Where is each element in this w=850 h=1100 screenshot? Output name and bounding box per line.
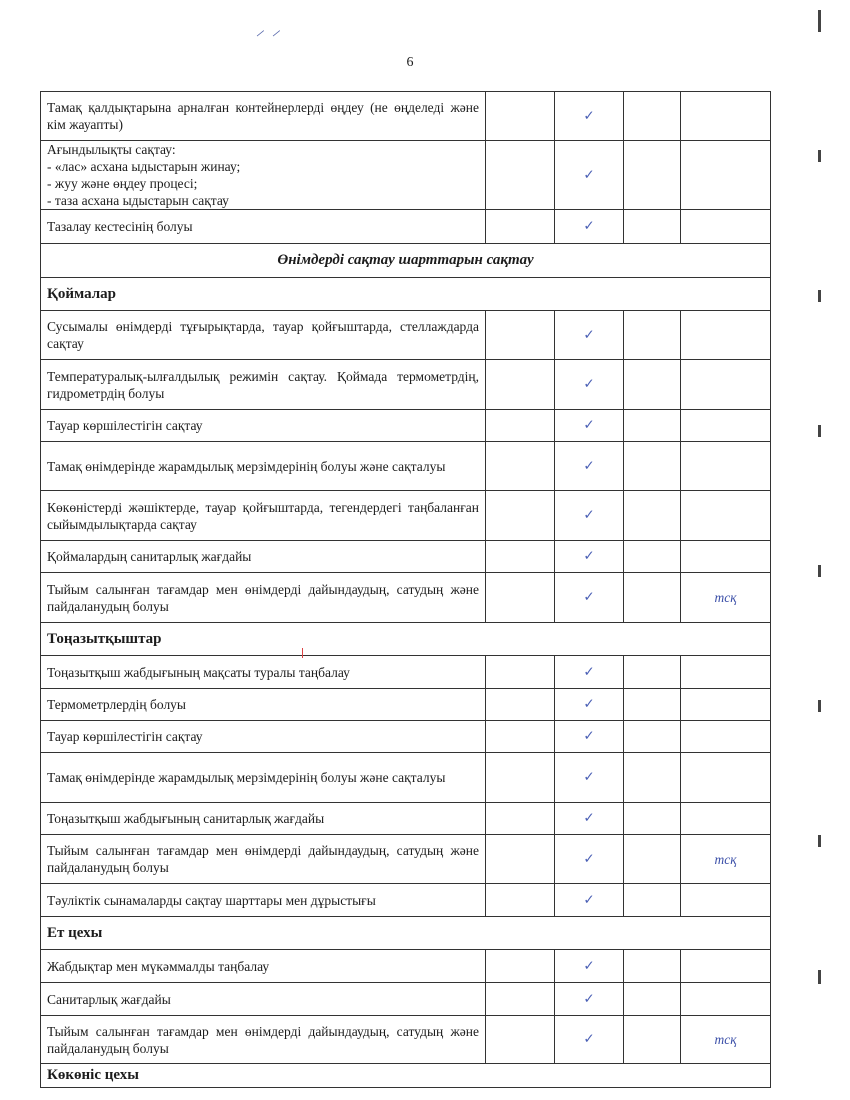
subsection-heading-row <box>41 917 771 950</box>
checkmark-cell: ✓ <box>555 311 624 360</box>
checklist-row <box>41 983 771 1016</box>
checkmark-cell: ✓ <box>555 950 624 983</box>
blank-cell <box>486 141 555 210</box>
subsection-heading-row <box>41 1064 771 1088</box>
criterion-text: Тамақ өнімдерінде жарамдылық мерзімдерінің болуы және сақталуы <box>41 753 486 803</box>
criterion-text: Көкөністерді жәшіктерде, тауар қойғыштарда, тегендердегі таңбаланған сыйымдылықтарда сақтау <box>41 491 486 541</box>
checkmark-cell: ✓ <box>555 835 624 884</box>
blank-cell <box>486 884 555 917</box>
checklist-row <box>41 656 771 689</box>
blank-cell <box>624 141 681 210</box>
criterion-text: Температуралық-ылғалдылық режимін сақтау. Қоймада термометрдің, гидрометрдің болуы <box>41 360 486 410</box>
handwritten-note <box>681 410 771 442</box>
checklist-table <box>40 91 771 1088</box>
checkmark-cell: ✓ <box>555 1016 624 1064</box>
blank-cell <box>624 950 681 983</box>
checkmark-cell: ✓ <box>555 721 624 753</box>
scan-edge-mark <box>818 290 821 302</box>
blank-cell <box>486 689 555 721</box>
blank-cell <box>624 311 681 360</box>
criterion-text: Тыйым салынған тағамдар мен өнімдерді дайындаудың, сатудың және пайдаланудың болуы <box>41 835 486 884</box>
section-heading-row <box>41 244 771 278</box>
page-number: 6 <box>406 55 414 70</box>
criterion-text: Тоңазытқыш жабдығының мақсаты туралы таңбалау <box>41 656 486 689</box>
subsection-heading: Ет цехы <box>41 917 771 950</box>
checklist-row <box>41 803 771 835</box>
handwritten-note <box>681 491 771 541</box>
section-heading: Өнімдерді сақтау шарттарын сақтау <box>41 244 771 278</box>
criterion-text: Жабдықтар мен мүкәммалды таңбалау <box>41 950 486 983</box>
checklist-row <box>41 92 771 141</box>
criterion-text: Тамақ қалдықтарына арналған контейнерлерді өңдеу (не өңделеді және кім жауапты) <box>41 92 486 141</box>
handwritten-note <box>681 141 771 210</box>
handwritten-note <box>681 442 771 491</box>
checklist-row <box>41 442 771 491</box>
handwritten-note <box>681 950 771 983</box>
checkmark-cell: ✓ <box>555 753 624 803</box>
handwritten-note <box>681 721 771 753</box>
blank-cell <box>624 835 681 884</box>
blank-cell <box>624 410 681 442</box>
blank-cell <box>624 573 681 623</box>
blank-cell <box>624 210 681 244</box>
criterion-text: Тамақ өнімдерінде жарамдылық мерзімдерінің болуы және сақталуы <box>41 442 486 491</box>
handwritten-note <box>681 983 771 1016</box>
blank-cell <box>624 1016 681 1064</box>
blank-cell <box>486 803 555 835</box>
checklist-row <box>41 491 771 541</box>
checkmark-cell: ✓ <box>555 141 624 210</box>
criterion-text: Тәуліктік сынамаларды сақтау шарттары мен дұрыстығы <box>41 884 486 917</box>
checkmark-cell: ✓ <box>555 541 624 573</box>
blank-cell <box>486 573 555 623</box>
blank-cell <box>486 541 555 573</box>
checkmark-cell: ✓ <box>555 983 624 1016</box>
scan-edge-mark <box>818 700 821 712</box>
checkmark-cell: ✓ <box>555 656 624 689</box>
checklist-row <box>41 573 771 623</box>
blank-cell <box>486 92 555 141</box>
checkmark-cell: ✓ <box>555 803 624 835</box>
blank-cell <box>486 656 555 689</box>
handwritten-note <box>681 753 771 803</box>
blank-cell <box>486 442 555 491</box>
subsection-heading: Көкөніс цехы <box>41 1064 771 1088</box>
blank-cell <box>624 689 681 721</box>
handwritten-note: тсқ <box>681 835 771 884</box>
blank-cell <box>486 950 555 983</box>
handwritten-note <box>681 541 771 573</box>
handwritten-note <box>681 884 771 917</box>
checklist-row <box>41 835 771 884</box>
blank-cell <box>486 1016 555 1064</box>
blank-cell <box>624 491 681 541</box>
criterion-text: Тыйым салынған тағамдар мен өнімдерді дайындаудың, сатудың және пайдаланудың болуы <box>41 1016 486 1064</box>
checklist-row <box>41 689 771 721</box>
blank-cell <box>486 721 555 753</box>
blank-cell <box>486 360 555 410</box>
checklist-row <box>41 360 771 410</box>
blank-cell <box>624 721 681 753</box>
checkmark-cell: ✓ <box>555 210 624 244</box>
subsection-heading-row <box>41 623 771 656</box>
blank-cell <box>624 92 681 141</box>
checklist-row <box>41 210 771 244</box>
blank-cell <box>624 753 681 803</box>
criterion-text: Тауар көршілестігін сақтау <box>41 410 486 442</box>
subsection-heading: Қоймалар <box>41 278 771 311</box>
criterion-text: Сусымалы өнімдерді тұғырықтарда, тауар қойғыштарда, стеллаждарда сақтау <box>41 311 486 360</box>
scan-edge-mark <box>818 425 821 437</box>
blank-cell <box>624 442 681 491</box>
stray-pen-mark: ⸝ ⸝ <box>256 22 283 39</box>
handwritten-note <box>681 92 771 141</box>
blank-cell <box>486 753 555 803</box>
checklist-row <box>41 884 771 917</box>
subsection-heading: Тоңазытқыштар <box>41 623 771 656</box>
scan-edge-mark <box>818 10 821 32</box>
handwritten-note <box>681 656 771 689</box>
handwritten-note: тсқ <box>681 1016 771 1064</box>
blank-cell <box>624 656 681 689</box>
criterion-text: Қоймалардың санитарлық жағдайы <box>41 541 486 573</box>
scan-edge-mark <box>818 970 821 984</box>
criterion-text: Тазалау кестесінің болуы <box>41 210 486 244</box>
handwritten-note <box>681 360 771 410</box>
criterion-text: Санитарлық жағдайы <box>41 983 486 1016</box>
criterion-text: Тоңазытқыш жабдығының санитарлық жағдайы <box>41 803 486 835</box>
checklist-row <box>41 311 771 360</box>
blank-cell <box>624 360 681 410</box>
handwritten-note <box>681 311 771 360</box>
handwritten-note <box>681 210 771 244</box>
blank-cell <box>486 311 555 360</box>
criterion-text: Тыйым салынған тағамдар мен өнімдерді дайындаудың, сатудың және пайдаланудың болуы <box>41 573 486 623</box>
criterion-text: Тауар көршілестігін сақтау <box>41 721 486 753</box>
scan-edge-mark <box>818 565 821 577</box>
checkmark-cell: ✓ <box>555 410 624 442</box>
checklist-row <box>41 541 771 573</box>
checklist-row <box>41 950 771 983</box>
checklist-row <box>41 141 771 210</box>
blank-cell <box>624 541 681 573</box>
blank-cell <box>486 835 555 884</box>
blank-cell <box>486 210 555 244</box>
checkmark-cell: ✓ <box>555 491 624 541</box>
handwritten-note: тсқ <box>681 573 771 623</box>
checklist-table-body <box>41 92 771 1088</box>
criterion-text: Ағындылықты сақтау: - «лас» асхана ыдыстарын жинау; - жуу және өңдеу процесі; - таза асхана ыдыстарын сақтау <box>41 141 486 210</box>
blank-cell <box>486 983 555 1016</box>
checkmark-cell: ✓ <box>555 884 624 917</box>
subsection-heading-row <box>41 278 771 311</box>
red-pen-tick <box>302 648 303 658</box>
checkmark-cell: ✓ <box>555 360 624 410</box>
blank-cell <box>624 803 681 835</box>
handwritten-note <box>681 689 771 721</box>
checkmark-cell: ✓ <box>555 92 624 141</box>
checkmark-cell: ✓ <box>555 573 624 623</box>
checkmark-cell: ✓ <box>555 442 624 491</box>
handwritten-note <box>681 803 771 835</box>
blank-cell <box>624 983 681 1016</box>
blank-cell <box>486 491 555 541</box>
scan-edge-mark <box>818 835 821 847</box>
checklist-row <box>41 410 771 442</box>
checkmark-cell: ✓ <box>555 689 624 721</box>
scan-edge-mark <box>818 150 821 162</box>
criterion-text: Термометрлердің болуы <box>41 689 486 721</box>
blank-cell <box>486 410 555 442</box>
checklist-row <box>41 753 771 803</box>
blank-cell <box>624 884 681 917</box>
checklist-row <box>41 1016 771 1064</box>
checklist-row <box>41 721 771 753</box>
